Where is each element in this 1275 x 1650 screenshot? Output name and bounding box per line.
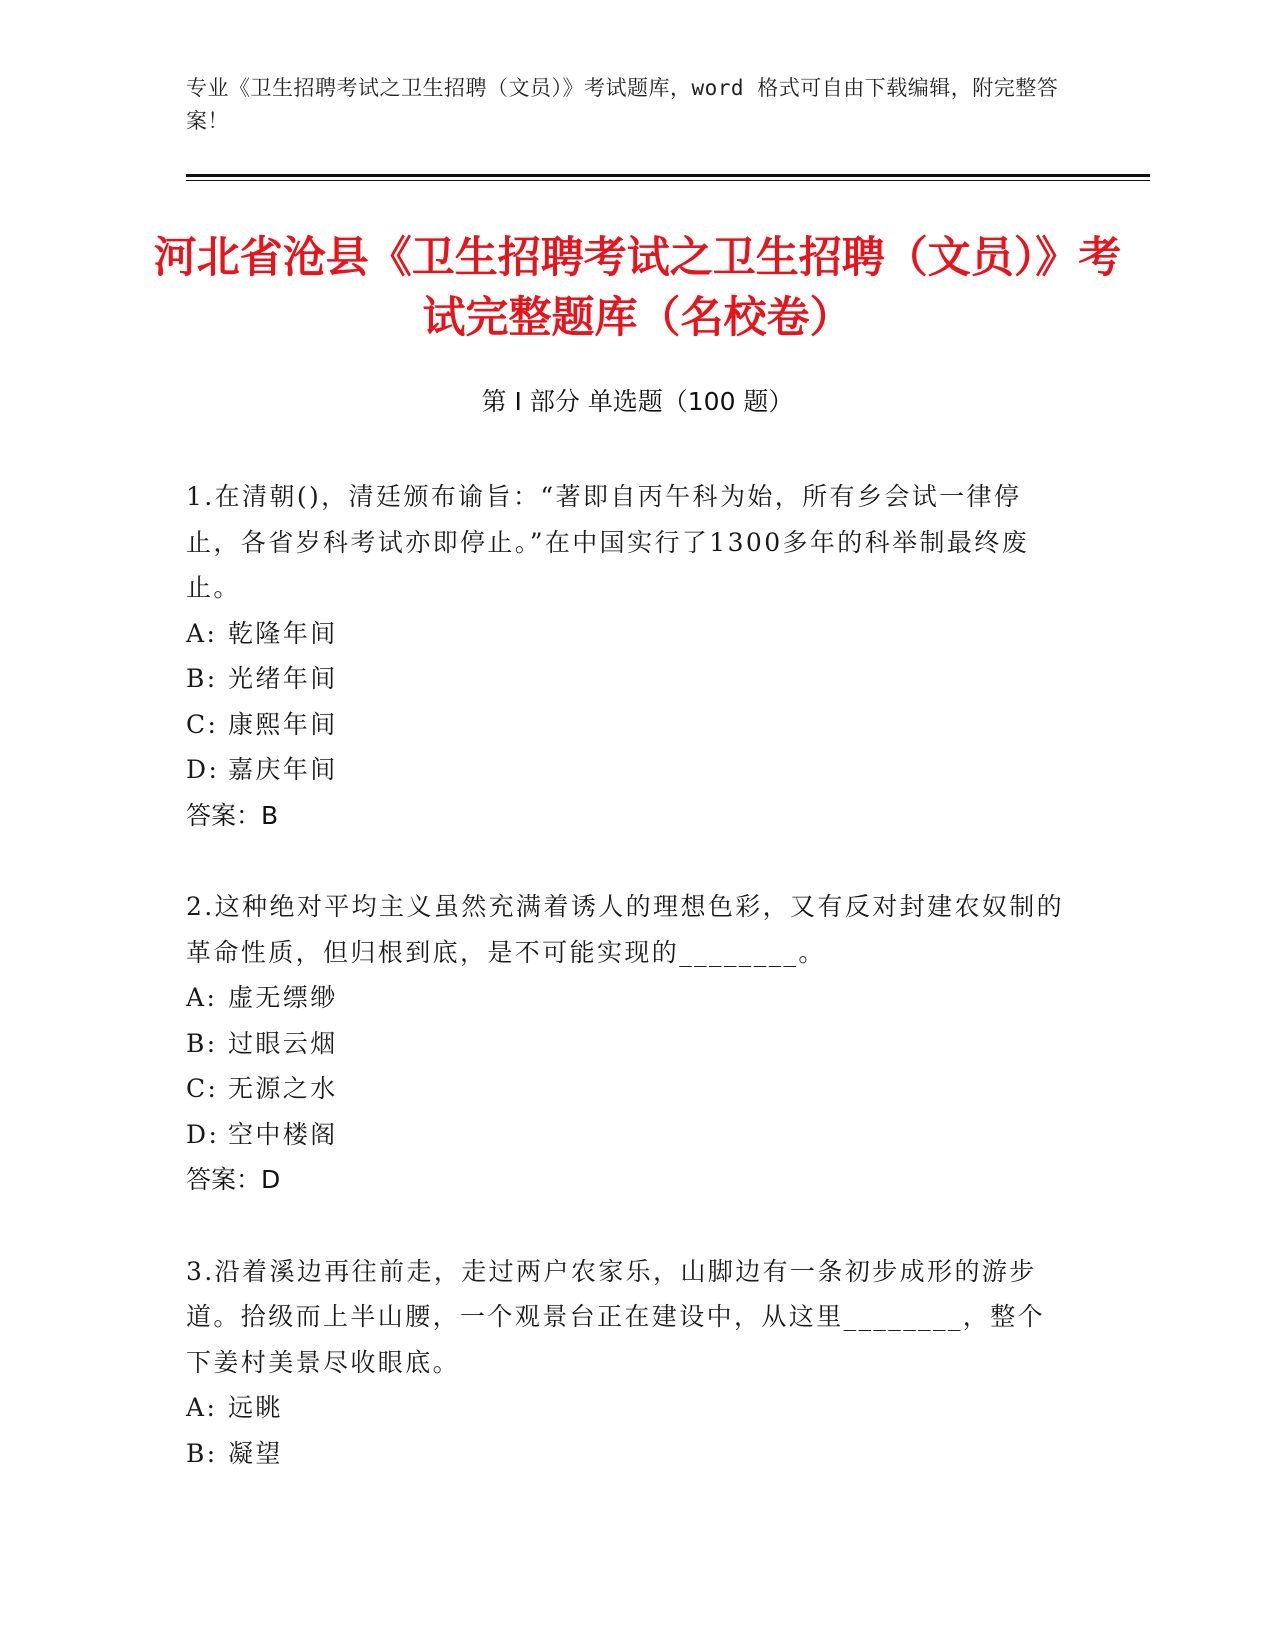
header-note: 专业《卫生招聘考试之卫生招聘（文员）》考试题库，word 格式可自由下载编辑，附完整答案！ bbox=[186, 76, 1059, 133]
option-text: 嘉庆年间 bbox=[228, 755, 338, 784]
option-letter: B: bbox=[186, 1028, 218, 1058]
option-text: 远眺 bbox=[228, 1393, 283, 1422]
option-letter: B: bbox=[186, 1438, 218, 1468]
question-text: 2.这种绝对平均主义虽然充满着诱人的理想色彩，又有反对封建农奴制的革命性质，但归根到底，是不可能实现的________。 bbox=[186, 892, 1065, 967]
option-a bbox=[186, 975, 1066, 1021]
option-letter: D: bbox=[186, 1119, 220, 1149]
option-text: 空中楼阁 bbox=[228, 1119, 338, 1149]
option-letter: B: bbox=[186, 664, 218, 693]
question-2 bbox=[186, 884, 1066, 1203]
option-text: 乾隆年间 bbox=[228, 618, 338, 648]
option-d bbox=[186, 747, 1066, 793]
option-a bbox=[186, 611, 1066, 657]
option-text: 无源之水 bbox=[228, 1074, 338, 1103]
option-b bbox=[186, 656, 1066, 702]
option-letter: C: bbox=[186, 1074, 219, 1103]
option-c bbox=[186, 1066, 1066, 1112]
answer-line: 答案：D bbox=[186, 1165, 281, 1194]
question-text: 3.沿着溪边再往前走，走过两户农家乐，山脚边有一条初步成形的游步道。拾级而上半山腰，一个观景台正在建设中，从这里________，整个下姜村美景尽收眼底。 bbox=[186, 1256, 1046, 1377]
option-d bbox=[186, 1112, 1066, 1158]
option-c bbox=[186, 702, 1066, 748]
header-divider-thin bbox=[186, 180, 1150, 181]
question-3 bbox=[186, 1249, 1066, 1477]
option-letter: A: bbox=[186, 1393, 218, 1422]
option-letter: D: bbox=[186, 755, 220, 784]
option-b bbox=[186, 1431, 1066, 1477]
option-letter: A: bbox=[186, 983, 218, 1012]
question-text: 1.在清朝()，清廷颁布谕旨：“著即自丙午科为始，所有乡会试一律停止，各省岁科考试亦即停止。”在中国实行了1300多年的科举制最终废止。 bbox=[186, 482, 1030, 602]
option-letter: A: bbox=[186, 618, 218, 648]
question-list bbox=[186, 474, 1066, 1522]
question-1 bbox=[186, 474, 1066, 838]
option-text: 虚无缥缈 bbox=[228, 983, 338, 1012]
option-a bbox=[186, 1385, 1066, 1431]
option-letter: C: bbox=[186, 709, 219, 739]
answer-line: 答案：B bbox=[186, 800, 279, 830]
option-b bbox=[186, 1021, 1066, 1067]
option-text: 凝望 bbox=[228, 1438, 283, 1468]
header-divider-thick bbox=[186, 174, 1150, 177]
option-text: 光绪年间 bbox=[228, 664, 338, 693]
section-heading: 第 I 部分 单选题（100 题） bbox=[481, 387, 794, 416]
option-text: 过眼云烟 bbox=[228, 1028, 338, 1058]
option-text: 康熙年间 bbox=[228, 709, 338, 739]
document-title: 河北省沧县《卫生招聘考试之卫生招聘（文员）》考试完整题库（名校卷） bbox=[153, 233, 1122, 343]
